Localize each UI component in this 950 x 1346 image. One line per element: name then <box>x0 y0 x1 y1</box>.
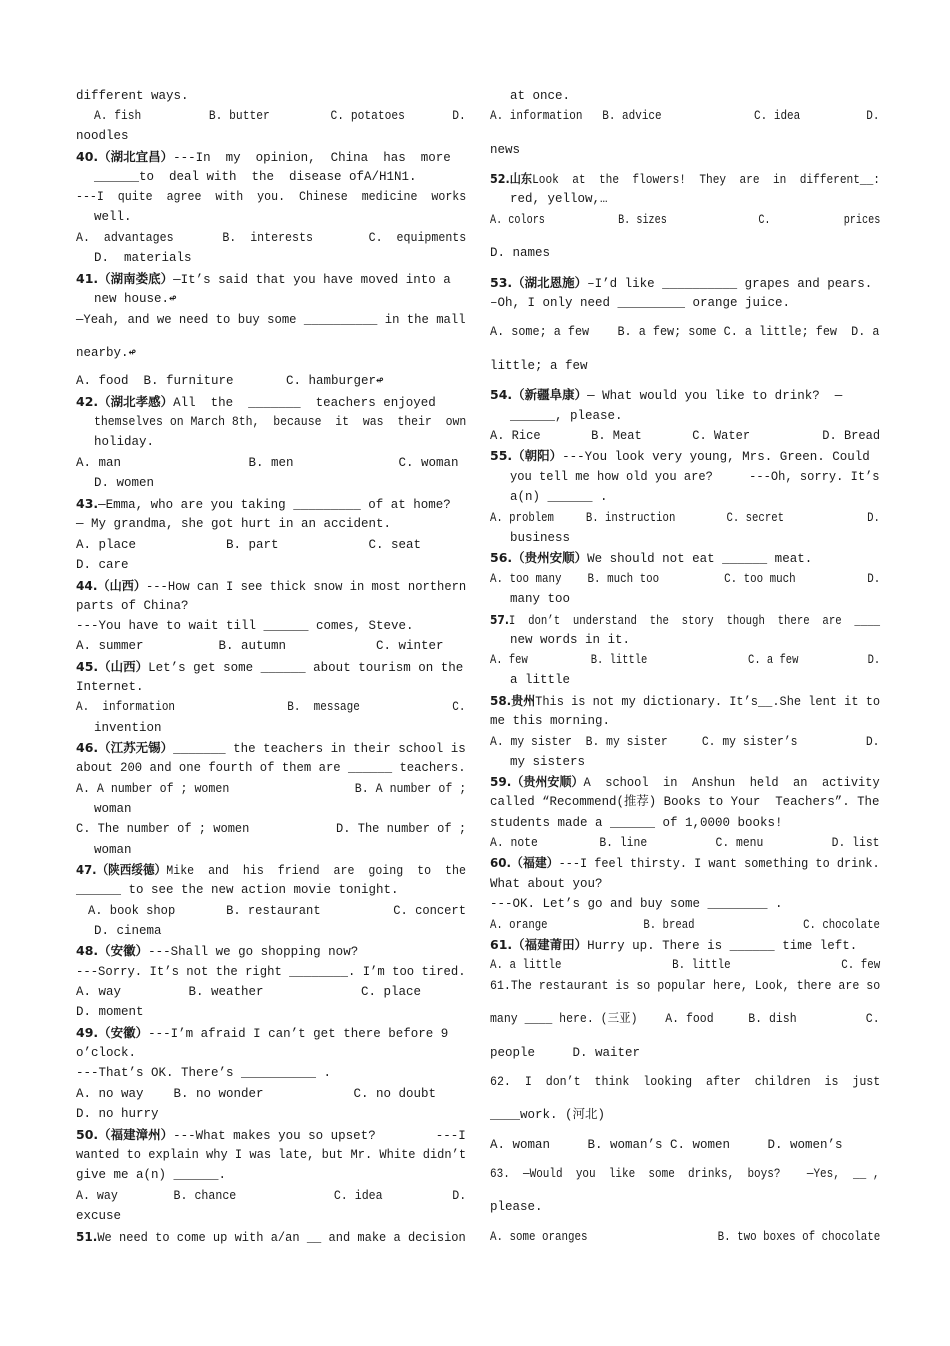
text-line <box>76 1147 466 1163</box>
line-text: A. book shop B. restaurant C. concert <box>88 904 466 918</box>
line-text: please. <box>490 1200 543 1214</box>
question-number: 54.（新疆阜康） <box>490 387 588 402</box>
line-text: A. note B. line C. menu D. list <box>490 836 880 850</box>
line-text: A. my sister B. my sister C. my sister’s D. <box>490 735 880 749</box>
line-text: A. too many B. much too C. too much D. <box>490 572 881 586</box>
line-text: Internet. <box>76 680 144 694</box>
text-line <box>490 295 790 311</box>
line-text: –Oh, I only need _________ orange juice. <box>490 296 791 310</box>
text-line <box>510 88 570 104</box>
text-line <box>490 794 879 810</box>
line-text: red, yellow,… <box>510 192 608 206</box>
line-text: ---I quite agree with you. Chinese medicine works <box>76 190 467 204</box>
question-number: 60.（福建） <box>490 855 559 870</box>
question-line <box>76 862 466 879</box>
line-text: business <box>510 531 571 545</box>
text-line <box>490 896 783 912</box>
text-line <box>510 530 570 546</box>
text-line <box>76 557 129 573</box>
question-number: 56.（贵州安顺） <box>490 550 588 565</box>
text-line <box>76 984 421 1000</box>
line-text: people D. waiter <box>490 1046 641 1060</box>
text-line <box>490 876 603 892</box>
line-text: A. some; a few B. a few; some C. a little; few D. a <box>490 325 880 339</box>
text-line <box>490 957 880 973</box>
line-text: D. women <box>94 476 155 490</box>
text-line <box>490 1107 605 1123</box>
text-line <box>490 1229 880 1245</box>
text-line <box>94 209 132 225</box>
line-text: A. orange B. bread C. chocolate <box>490 918 880 932</box>
text-line <box>490 978 880 994</box>
line-text: me this morning. <box>490 714 611 728</box>
text-line <box>490 1011 880 1027</box>
text-line <box>490 212 880 228</box>
text-line <box>76 516 391 532</box>
line-text: different ways. <box>76 89 189 103</box>
question-line <box>490 937 857 954</box>
question-line <box>76 271 451 288</box>
line-text: noodles <box>76 129 129 143</box>
text-line <box>76 1004 144 1020</box>
line-text: A. no way B. no wonder C. no doubt <box>76 1087 437 1101</box>
text-line <box>510 469 880 485</box>
text-line <box>510 672 570 688</box>
text-line <box>94 475 154 491</box>
line-text: news <box>490 143 521 157</box>
line-text: many too <box>510 592 571 606</box>
text-line <box>94 801 132 817</box>
line-text: holiday. <box>94 435 155 449</box>
line-text: ______, please. <box>510 409 623 423</box>
line-text: ---Shall we go shopping now? <box>148 945 359 959</box>
question-line <box>490 387 842 404</box>
text-line <box>94 108 466 124</box>
line-text: A. few B. little C. a few D. <box>490 653 881 667</box>
text-line <box>94 923 162 939</box>
text-line <box>76 1167 226 1183</box>
question-line <box>490 693 880 710</box>
line-text: woman <box>94 843 132 857</box>
line-text: D. materials <box>94 251 192 265</box>
question-line <box>76 659 463 676</box>
line-text: ---OK. Let’s go and buy some ________ . <box>490 897 783 911</box>
question-number: 59.（贵州安顺） <box>490 774 584 789</box>
line-text: Let’s get some ______ about tourism on the <box>148 661 464 675</box>
question-number: 40.（湖北宜昌） <box>76 149 174 164</box>
text-line <box>76 760 466 776</box>
text-line <box>490 142 520 158</box>
text-line <box>76 781 466 797</box>
line-text: D. names <box>490 246 551 260</box>
line-text: many ____ here. (三亚) A. food B. dish C. <box>490 1012 880 1026</box>
line-text: you tell me how old you are? ---Oh, sorry. It’s <box>510 470 880 484</box>
text-line <box>88 903 466 919</box>
question-number: 43. <box>76 496 99 511</box>
line-text: well. <box>94 210 132 224</box>
text-line <box>490 245 550 261</box>
text-line <box>490 1074 880 1090</box>
line-text: A. way B. chance C. idea D. <box>76 1189 467 1203</box>
text-line <box>76 1106 159 1122</box>
line-text: at once. <box>510 89 571 103</box>
question-line <box>76 1025 448 1042</box>
text-line <box>490 734 880 750</box>
question-line <box>490 855 880 872</box>
text-line <box>76 638 444 654</box>
text-line <box>490 713 610 729</box>
line-text: give me a(n) ______. <box>76 1168 227 1182</box>
line-text: themselves on March 8th, because it was their own <box>94 415 467 429</box>
text-line <box>94 434 154 450</box>
line-text: Mike and his friend are going to the <box>166 864 466 878</box>
line-text: A. man B. men C. woman <box>76 456 459 470</box>
line-text: a little <box>510 673 571 687</box>
line-text: ______ to see the new action movie tonight. <box>76 883 399 897</box>
question-number: 52.山东 <box>490 171 533 186</box>
question-line <box>76 394 436 411</box>
line-text: Hurry up. There is ______ time left. <box>587 939 858 953</box>
line-text: C. The number of ; women D. The number of ; <box>76 822 467 836</box>
question-line <box>490 275 872 292</box>
text-line <box>76 189 466 205</box>
text-line <box>490 1166 879 1182</box>
text-line <box>490 571 880 587</box>
line-text: ---In my opinion, China has more <box>173 151 451 165</box>
text-line <box>76 1188 466 1204</box>
line-text: wanted to explain why I was late, but Mr. White didn’t <box>76 1148 467 1162</box>
line-text: about 200 and one fourth of them are ______ teachers. <box>76 761 466 775</box>
line-text: A. problem B. instruction C. secret D. <box>490 511 880 525</box>
text-line <box>510 754 585 770</box>
question-number: 51. <box>76 1229 98 1244</box>
line-text: A. woman B. woman’s C. women D. women’s <box>490 1138 843 1152</box>
line-text: D. cinema <box>94 924 162 938</box>
text-line <box>510 489 608 505</box>
text-line <box>76 1086 436 1102</box>
line-text: All the _______ teachers enjoyed <box>173 396 436 410</box>
line-text: ---I’m afraid I can’t get there before 9 <box>148 1027 449 1041</box>
text-line <box>490 652 880 668</box>
line-text: ______to deal with the disease ofA/H1N1. <box>94 170 417 184</box>
line-text: A. Rice B. Meat C. Water D. Bread <box>490 429 881 443</box>
line-text: D. no hurry <box>76 1107 159 1121</box>
text-line <box>76 537 421 553</box>
text-line <box>94 250 192 266</box>
line-text: new house.↫ <box>94 292 177 306</box>
question-number: 42.（湖北孝感） <box>76 394 174 409</box>
line-text: A. way B. weather C. place <box>76 985 422 999</box>
question-number: 49.（安徽） <box>76 1025 149 1040</box>
line-text: A. information B. advice C. idea D. <box>490 109 880 123</box>
line-text: ---You have to wait till ______ comes, Steve. <box>76 619 414 633</box>
line-text: This is not my dictionary. It’s__.She lent it to <box>535 695 881 709</box>
line-text: woman <box>94 802 132 816</box>
line-text: excuse <box>76 1209 122 1223</box>
question-number: 48.（安徽） <box>76 943 149 958</box>
line-text: ---I feel thirsty. I want something to drink. <box>558 857 880 871</box>
text-line <box>490 428 880 444</box>
text-line <box>76 882 399 898</box>
text-line <box>490 108 879 124</box>
line-text: — My grandma, she got hurt in an accident. <box>76 517 392 531</box>
question-number: 45.（山西） <box>76 659 149 674</box>
text-line <box>94 720 162 736</box>
line-text: A. fish B. butter C. potatoes D. <box>94 109 466 123</box>
line-text: invention <box>94 721 162 735</box>
text-line <box>76 699 465 715</box>
question-line <box>76 496 451 513</box>
line-text: We should not eat ______ meat. <box>587 552 813 566</box>
line-text: A. A number of ; women B. A number of ; <box>76 782 467 796</box>
line-text: new words in it. <box>510 633 631 647</box>
text-line <box>76 1065 331 1081</box>
text-line <box>94 291 177 307</box>
text-line <box>76 373 384 389</box>
text-line <box>510 591 570 607</box>
line-text: 63. —Would you like some drinks, boys? —Yes, __ , <box>490 1167 880 1181</box>
question-number: 47.（陕西绥德） <box>76 862 167 877</box>
line-text: I don’t understand the story though there are ____ <box>508 614 881 628</box>
question-number: 55.（朝阳） <box>490 448 563 463</box>
text-line <box>76 88 189 104</box>
text-line <box>76 1208 121 1224</box>
line-text: ---Sorry. It’s not the right ________. I’m too tired. <box>76 965 466 979</box>
line-text: Look at the flowers! They are in different__: <box>532 173 881 187</box>
line-text: A. colors B. sizes C. prices <box>490 213 881 227</box>
text-line <box>76 618 414 634</box>
text-line <box>490 835 880 851</box>
line-text: o’clock. <box>76 1046 137 1060</box>
line-text: 62. I don’t think looking after children is just <box>490 1075 881 1089</box>
line-text: ---How can I see thick snow in most northern <box>145 580 467 594</box>
line-text: A school in Anshun held an activity <box>583 776 880 790</box>
text-line <box>76 964 466 980</box>
question-number: 58.贵州 <box>490 693 536 708</box>
question-number: 53.（湖北恩施） <box>490 275 588 290</box>
text-line <box>490 1137 843 1153</box>
question-number: 44.（山西） <box>76 578 146 593</box>
line-text: —Emma, who are you taking _________ of at home? <box>98 498 451 512</box>
text-line <box>76 345 136 361</box>
text-line <box>510 191 608 207</box>
line-text: A. summer B. autumn C. winter <box>76 639 444 653</box>
question-line <box>490 612 880 629</box>
question-number: 50.（福建漳州） <box>76 1127 174 1142</box>
text-line <box>76 821 466 837</box>
line-text: We need to come up with a/an __ and make a decision <box>97 1231 466 1245</box>
line-text: A. advantages B. interests C. equipments <box>76 231 467 245</box>
text-line <box>76 455 459 471</box>
question-line <box>490 774 880 791</box>
question-line <box>76 578 466 595</box>
text-line <box>76 312 466 328</box>
line-text: A. information B. message C. <box>76 700 466 714</box>
line-text: D. moment <box>76 1005 144 1019</box>
text-line <box>94 414 466 430</box>
line-text: — What would you like to drink? — <box>587 389 843 403</box>
line-text: parts of China? <box>76 599 189 613</box>
line-text: nearby.↫ <box>76 346 137 360</box>
text-line <box>76 1045 136 1061</box>
text-line <box>490 510 880 526</box>
question-line <box>490 448 870 465</box>
question-line <box>490 171 880 188</box>
text-line <box>510 632 630 648</box>
line-text: A. place B. part C. seat <box>76 538 422 552</box>
line-text: —It’s said that you have moved into a <box>173 273 451 287</box>
line-text: ____work. (河北) <box>490 1108 606 1122</box>
question-number: 61.（福建莆田） <box>490 937 588 952</box>
question-line <box>76 1127 466 1144</box>
question-line <box>76 943 358 960</box>
text-line <box>94 169 417 185</box>
text-line <box>490 358 588 374</box>
question-line <box>76 149 451 166</box>
line-text: –I’d like __________ grapes and pears. <box>587 277 873 291</box>
line-text: 61.The restaurant is so popular here, Look, there are so <box>490 979 881 993</box>
line-text: A. a little B. little C. few <box>490 958 881 972</box>
line-text: ---What makes you so upset? ---I <box>173 1129 466 1143</box>
question-number: 41.（湖南娄底） <box>76 271 174 286</box>
text-line <box>76 230 466 246</box>
text-line <box>490 1045 640 1061</box>
question-line <box>76 1229 466 1246</box>
question-line <box>76 740 466 757</box>
line-text: my sisters <box>510 755 586 769</box>
text-line <box>94 842 132 858</box>
line-text: ---That’s OK. There’s __________ . <box>76 1066 332 1080</box>
line-text: _______ the teachers in their school is <box>173 742 466 756</box>
line-text: A. some oranges B. two boxes of chocolate <box>490 1230 881 1244</box>
line-text: a(n) ______ . <box>510 490 608 504</box>
question-line <box>490 550 812 567</box>
text-line <box>490 324 879 340</box>
text-line <box>76 598 189 614</box>
line-text: D. care <box>76 558 129 572</box>
text-line <box>490 917 880 933</box>
line-text: ---You look very young, Mrs. Green. Could <box>562 450 870 464</box>
line-text: A. food B. furniture C. hamburger↫ <box>76 374 384 388</box>
line-text: called “Recommend(推荐) Books to Your Teachers”. The <box>490 795 880 809</box>
line-text: students made a ______ of 1,0000 books! <box>490 816 783 830</box>
text-line <box>490 1199 543 1215</box>
line-text: little; a few <box>490 359 588 373</box>
question-number: 57. <box>490 612 509 627</box>
text-line <box>510 408 623 424</box>
line-text: What about you? <box>490 877 603 891</box>
question-number: 46.（江苏无锡） <box>76 740 174 755</box>
text-line <box>490 815 783 831</box>
text-line <box>76 679 144 695</box>
line-text: —Yeah, and we need to buy some __________ in the mall <box>76 313 466 327</box>
text-line <box>76 128 129 144</box>
